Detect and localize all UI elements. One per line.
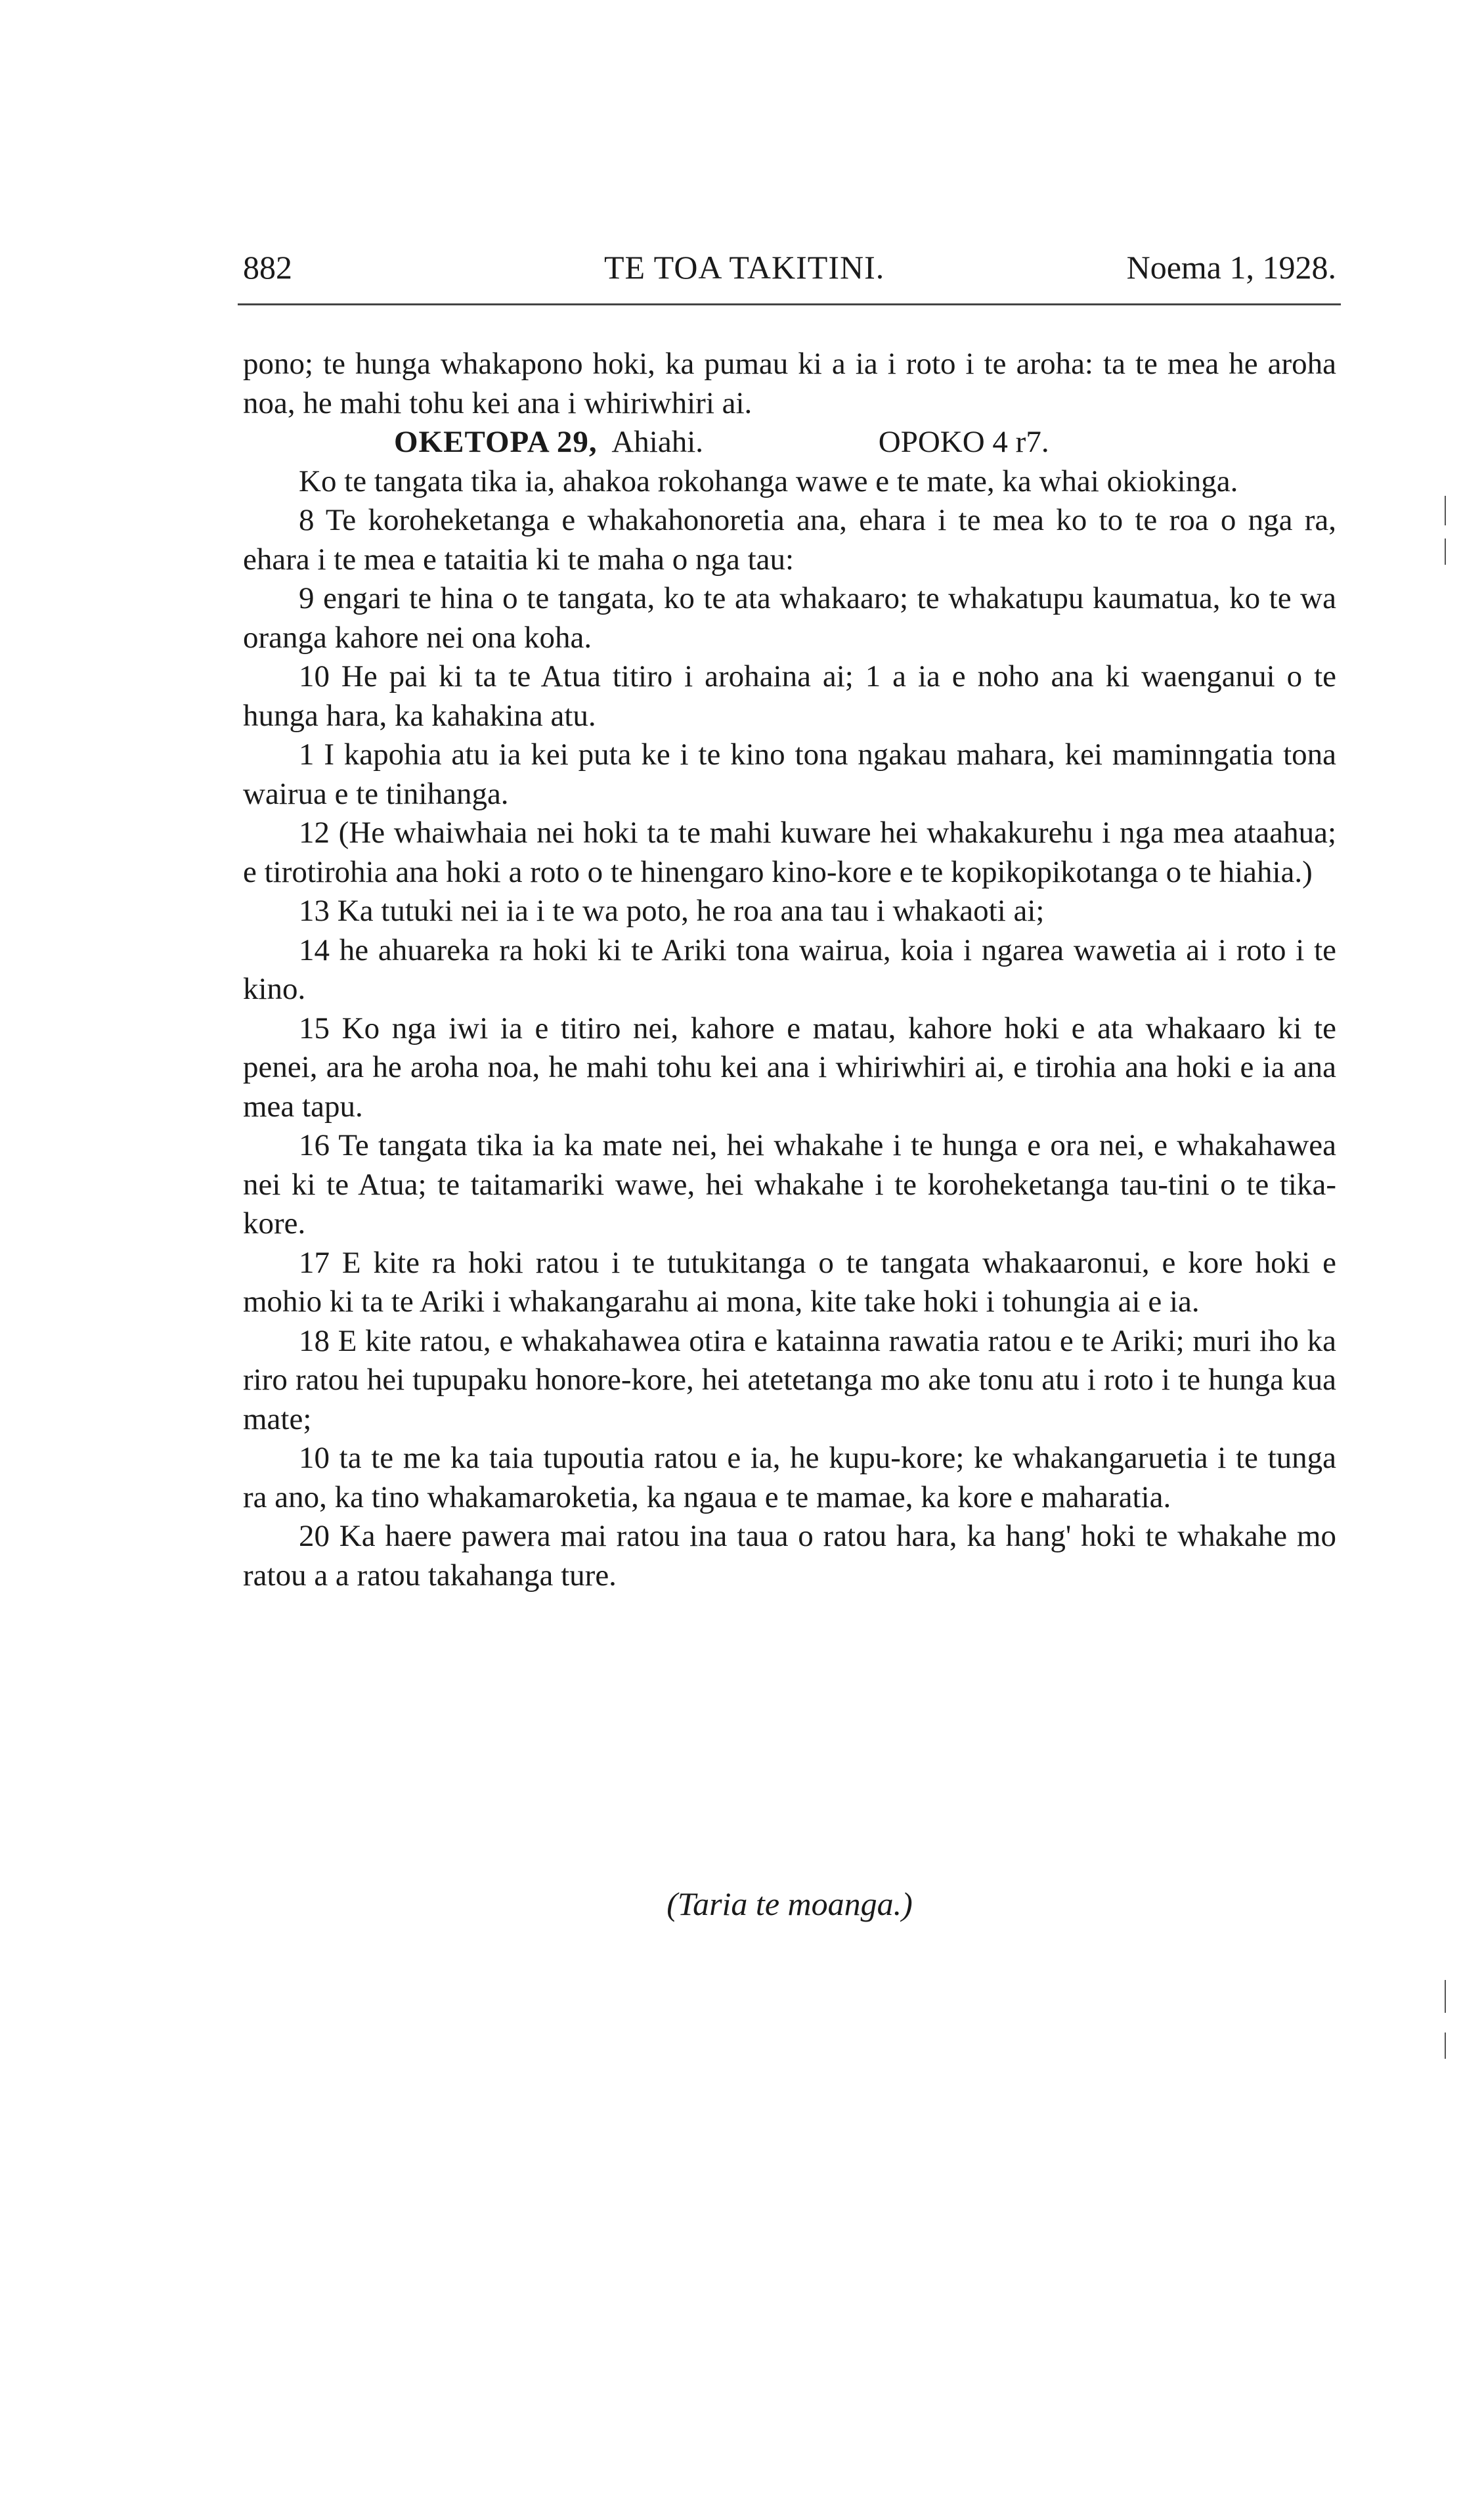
verse-paragraph: 13 Ka tutuki nei ia i te wa poto, he roa ana tau i whakaoti ai; — [299, 894, 1045, 928]
verse-paragraph: 8 Te koroheketanga e whakahonoretia ana, ehara i te mea ko to te roa o nga ra, ehara i te mea e tataitia ki te maha o nga tau: — [243, 503, 1336, 577]
heading-reading: OPOKO 4 r7. — [878, 425, 1049, 459]
verse-paragraph: 18 E kite ratou, e whakahawea otira e katainna rawatia ratou e te Ariki; muri iho ka riro ratou hei tupupaku honore-kore, hei atetetanga mo ake tonu atu i roto i te hunga kua mate; — [243, 1323, 1336, 1436]
margin-mark — [1445, 496, 1446, 525]
section-heading — [243, 423, 1336, 462]
verse-paragraph: 10 ta te me ka taia tupoutia ratou e ia, he kupu-kore; ke whakangaruetia i te tunga ra ano, ka tino whakamaroketia, ka ngaua e te mamae, ka kore e maharatia. — [243, 1441, 1336, 1514]
issue-date: Noema 1, 1928. — [1126, 249, 1336, 286]
verse-paragraph: Ko te tangata tika ia, ahakoa rokohanga wawe e te mate, ka whai okiokinga. — [299, 464, 1238, 498]
page-body — [243, 345, 1336, 1595]
heading-date: OKETOPA 29, — [394, 425, 598, 459]
verse-paragraph: 16 Te tangata tika ia ka mate nei, hei whakahe i te hunga e ora nei, e whakahawea nei ki te Atua; te taitamariki wawe, hei whakahe i te koroheketanga tau-tini o te tika-kore. — [243, 1128, 1336, 1241]
intro-paragraph: pono; te hunga whakapono hoki, ka pumau ki a ia i roto i te aroha: ta te mea he aroha noa, he mahi tohu kei ana i whiriwhiri ai. — [243, 347, 1336, 420]
verse-paragraph: 9 engari te hina o te tangata, ko te ata whakaaro; te whakatupu kaumatua, ko te wa oranga kahore nei ona koha. — [243, 581, 1336, 655]
header-rule — [238, 303, 1341, 305]
verse-paragraph: 14 he ahuareka ra hoki ki te Ariki tona wairua, koia i ngarea wawetia ai i roto i te kino. — [243, 933, 1336, 1006]
page-header — [243, 248, 1336, 294]
closing-note: (Taria te moanga.) — [666, 1885, 913, 1922]
page-number: 882 — [243, 249, 292, 286]
margin-mark — [1445, 1980, 1446, 2013]
margin-mark — [1445, 2033, 1446, 2059]
verse-paragraph: 15 Ko nga iwi ia e titiro nei, kahore e matau, kahore hoki e ata whakaaro ki te penei, ara he aroha noa, he mahi tohu kei ana i whiriwhiri ai, e tirohia ana hoki e ia ana mea tapu. — [243, 1011, 1336, 1124]
verse-paragraph: 10 He pai ki ta te Atua titiro i arohaina ai; 1 a ia e noho ana ki waenganui o te hunga hara, ka kahakina atu. — [243, 659, 1336, 733]
verse-paragraph: 1 I kapohia atu ia kei puta ke i te kino tona ngakau mahara, kei maminngatia tona wairua e te tinihanga. — [243, 737, 1336, 811]
heading-time: Ahiahi. — [611, 425, 704, 459]
verse-paragraph: 17 E kite ra hoki ratou i te tutukitanga o te tangata whakaaronui, e kore hoki e mohio ki ta te Ariki i whakangarahu ai mona, kite take hoki i tohungia ai e ia. — [243, 1245, 1336, 1319]
verse-paragraph: 20 Ka haere pawera mai ratou ina taua o ratou hara, ka hang' hoki te whakahe mo ratou a a ratou takahanga ture. — [243, 1519, 1336, 1593]
margin-mark — [1445, 539, 1446, 565]
verse-paragraph: 12 (He whaiwhaia nei hoki ta te mahi kuware hei whakakurehu i nga mea ataahua; e tirotirohia ana hoki a roto o te hinengaro kino-kore e te kopikopikotanga o te hiahia.) — [243, 816, 1336, 889]
journal-title: TE TOA TAKITINI. — [604, 249, 885, 286]
